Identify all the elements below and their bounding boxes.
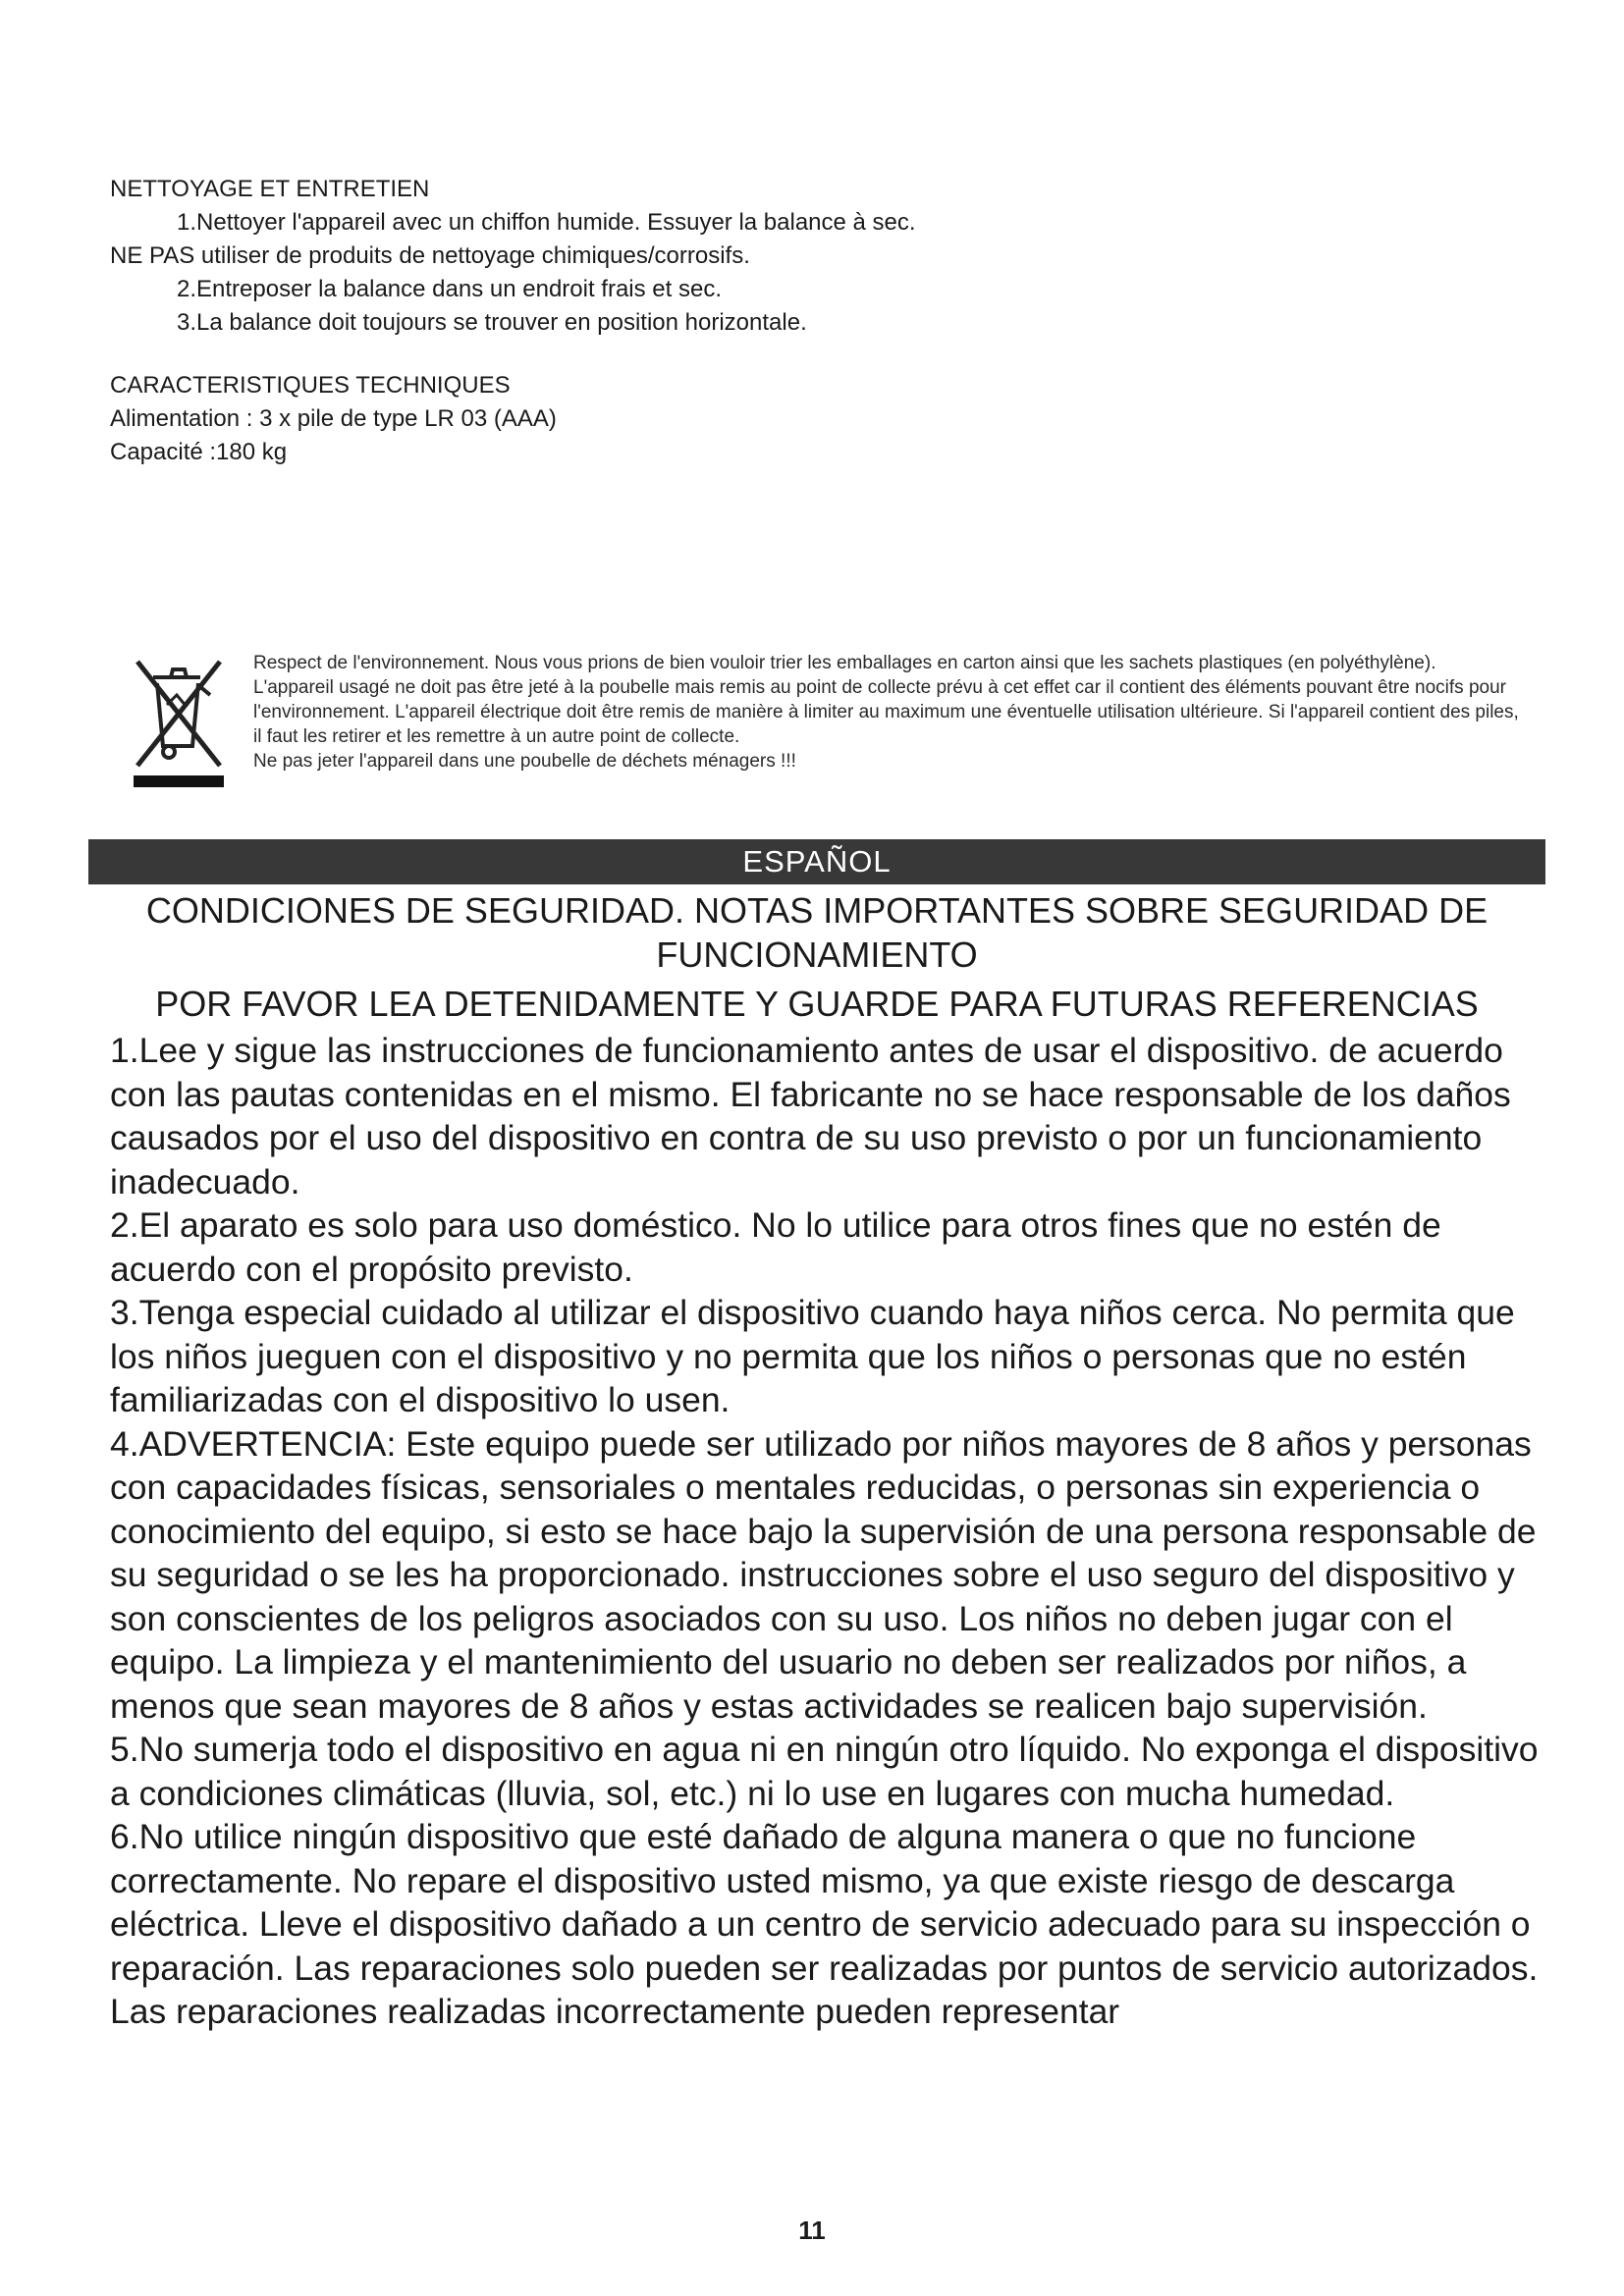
cleaning-step-3: 3.La balance doit toujours se trouver en position horizontale. <box>177 309 807 336</box>
language-bar: ESPAÑOL <box>88 839 1545 884</box>
specs-capacity: Capacité :180 kg <box>110 439 288 465</box>
instruction-paragraph: 3.Tenga especial cuidado al utilizar el dispositivo cuando haya niños cerca. No permita que los niños jueguen con el dispositivo y no permita que los niños o personas que no estén familiarizadas con el dispositivo lo usen. <box>110 1293 1515 1419</box>
environment-text: Respect de l'environnement. Nous vous prions de bien vouloir trier les emballages en carton ainsi que les sachets plastiques (en polyéthylène). L'appareil usagé ne doit pas être jeté à la poubelle mais remis au point de collecte prévu à cet effet car il contient des éléments pouvant être nocifs pour l'environnement. L'appareil électrique doit être remis de manière à limiter au maximum une éventuelle utilisation ultérieure. Si l'appareil contient des piles, il faut les retirer et les remettre à un autre point de collecte. <box>253 653 1519 747</box>
instruction-paragraph: 6.No utilice ningún dispositivo que esté dañado de alguna manera o que no funcione correctamente. No repare el dispositivo usted mismo, ya que existe riesgo de descarga eléctrica. Lleve el dispositivo dañado a un centro de servicio adecuado para su inspección o reparación. Las reparaciones solo pueden ser realizadas por puntos de servicio autorizados. Las reparaciones realizadas incorrectamente pueden representar <box>110 1817 1539 2031</box>
cleaning-title: NETTOYAGE ET ENTRETIEN <box>110 176 430 202</box>
specs-power: Alimentation : 3 x pile de type LR 03 (AAA) <box>110 405 557 432</box>
cleaning-step-2: 2.Entreposer la balance dans un endroit frais et sec. <box>177 276 722 302</box>
cleaning-section <box>110 173 1485 340</box>
crossed-out-wheelie-bin-icon <box>132 656 226 791</box>
specs-section <box>110 369 1485 469</box>
instruction-paragraph: 5.No sumerja todo el dispositivo en agua ni en ningún otro líquido. No exponga el dispositivo a condiciones climáticas (lluvia, sol, etc.) ni lo use en lugares con mucha humedad. <box>110 1730 1539 1813</box>
page-number: 11 <box>798 2216 826 2245</box>
safety-subheading: POR FAVOR LEA DETENIDAMENTE Y GUARDE PARA FUTURAS REFERENCIAS <box>155 984 1479 1024</box>
safety-instructions <box>110 1029 1543 2034</box>
environment-warning: Ne pas jeter l'appareil dans une poubelle de déchets ménagers !!! <box>253 751 796 772</box>
instruction-paragraph: 2.El aparato es solo para uso doméstico. No lo utilice para otros fines que no estén de acuerdo con el propósito previsto. <box>110 1205 1441 1289</box>
cleaning-step-1: 1.Nettoyer l'appareil avec un chiffon humide. Essuyer la balance à sec. <box>177 209 916 236</box>
instruction-paragraph: 1.Lee y sigue las instrucciones de funcionamiento antes de usar el dispositivo. de acuerdo con las pautas contenidas en el mismo. El fabricante no se hace responsable de los daños causados por el uso del dispositivo en contra de su uso previsto o por un funcionamiento inadecuado. <box>110 1031 1511 1201</box>
specs-title: CARACTERISTIQUES TECHNIQUES <box>110 372 511 399</box>
instruction-paragraph: 4.ADVERTENCIA: Este equipo puede ser utilizado por niños mayores de 8 años y personas con capacidades físicas, sensoriales o mentales reducidas, o personas sin experiencia o conocimiento del equipo, si esto se hace bajo la supervisión de una persona responsable de su seguridad o se les ha proporcionado. instrucciones sobre el uso seguro del dispositivo y son conscientes de los peligros asociados con su uso. Los niños no deben jugar con el equipo. La limpieza y el mantenimiento del usuario no deben ser realizados por niños, a menos que sean mayores de 8 años y estas actividades se realicen bajo supervisión. <box>110 1423 1537 1726</box>
cleaning-warning: NE PAS utiliser de produits de nettoyage chimiques/corrosifs. <box>110 242 750 269</box>
environment-notice <box>253 651 1520 774</box>
safety-heading: CONDICIONES DE SEGURIDAD. NOTAS IMPORTANTES SOBRE SEGURIDAD DE FUNCIONAMIENTO <box>145 890 1489 975</box>
